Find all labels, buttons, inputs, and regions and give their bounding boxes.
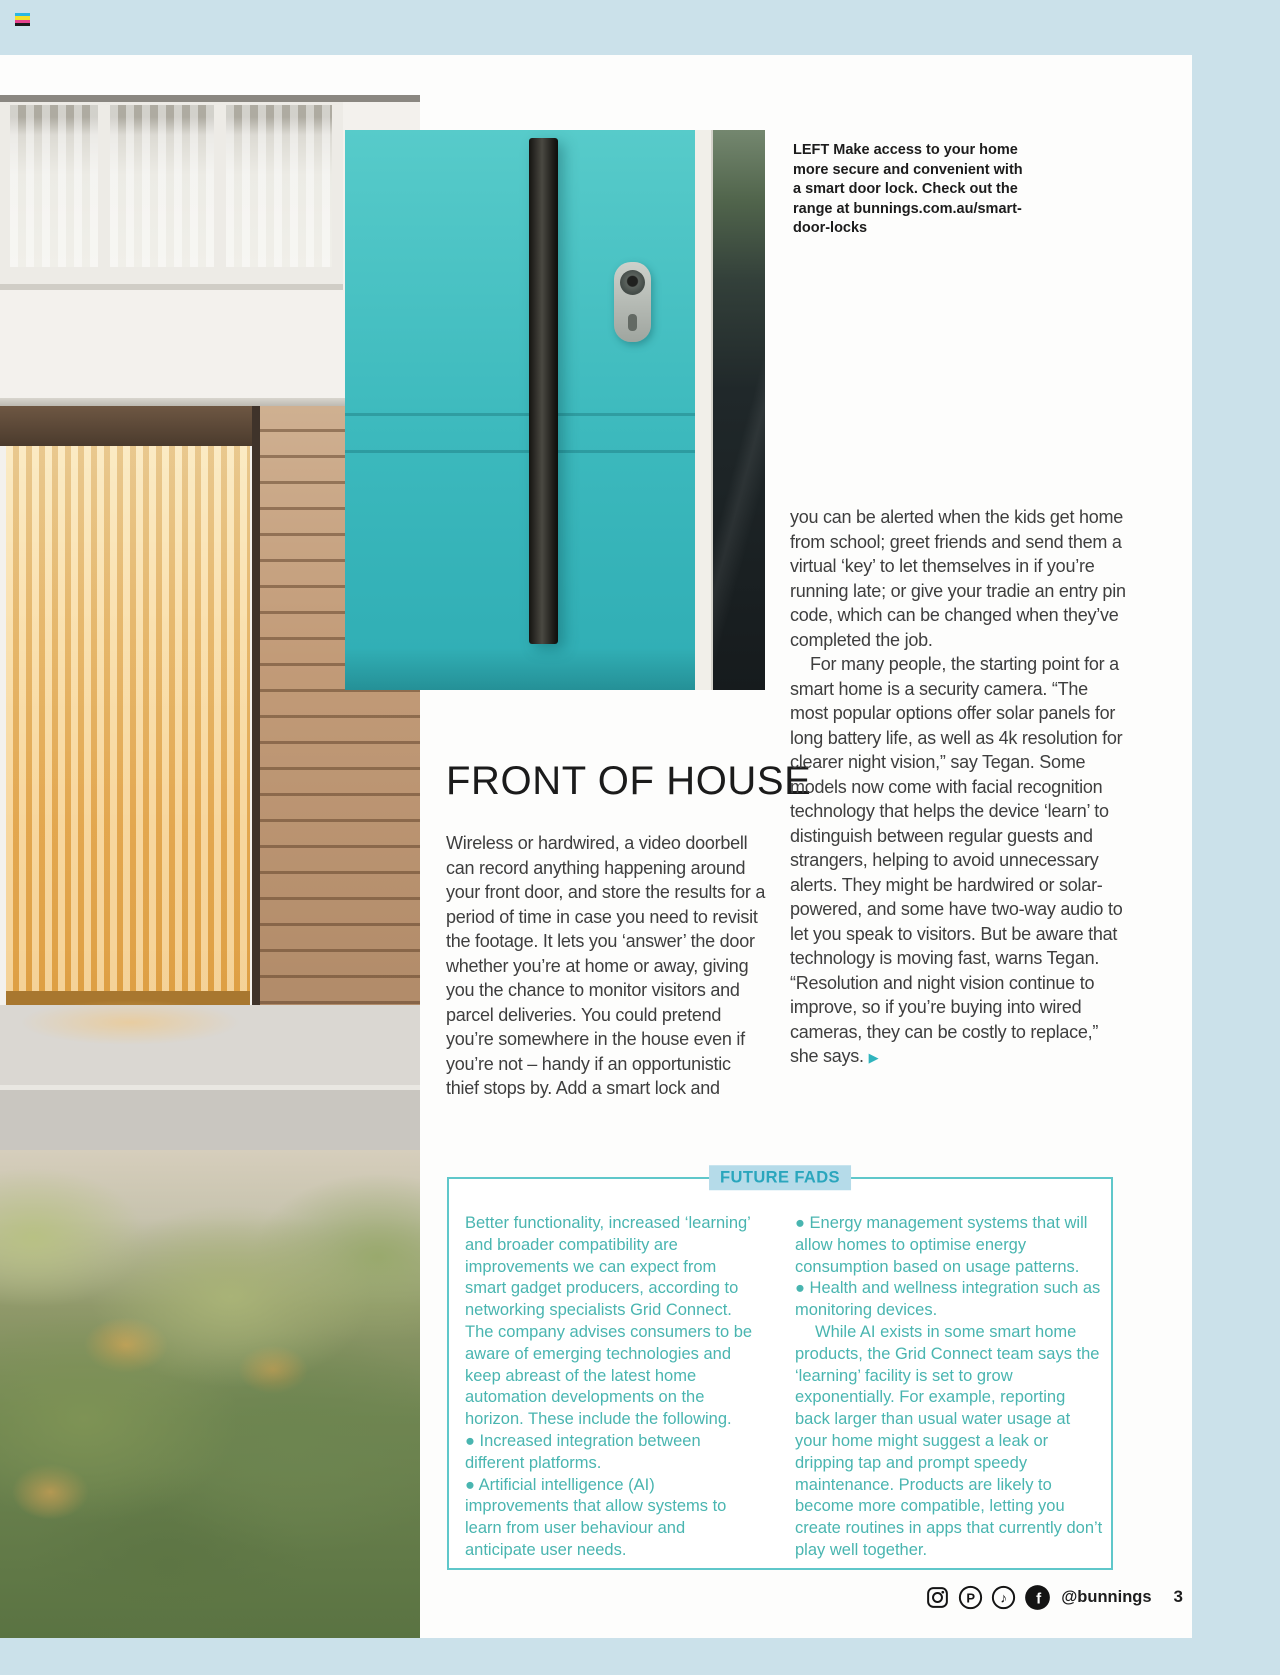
page-number: 3 — [1173, 1587, 1183, 1606]
door-frame — [695, 130, 713, 690]
door-handle — [529, 138, 558, 644]
article-headline: FRONT OF HOUSE — [446, 759, 812, 803]
page-footer — [925, 1583, 1183, 1611]
window-pane — [110, 105, 214, 267]
window-pane — [226, 105, 332, 267]
print-mark-stripe — [15, 23, 30, 26]
instagram-icon[interactable] — [925, 1585, 950, 1610]
article-column-left — [446, 831, 768, 1101]
entry-beam — [0, 406, 258, 446]
fads-bullet: ● Artificial intelligence (AI) improvements that allow systems to learn from user behaviour and anticipate user needs. — [465, 1475, 727, 1559]
future-fads-column-right — [795, 1213, 1103, 1562]
fads-paragraph: While AI exists in some smart home products, the Grid Connect team says the ‘learning’ facility is set to grow exponentially. For example, reporting back larger than usual water usage at your home might suggest a leak or dripping tap and prompt speedy maintenance. Products are likely to become more compatible, letting you create routines in apps that currently don’t play well together. — [795, 1322, 1103, 1559]
article-column-right — [790, 505, 1128, 1071]
body-paragraph — [790, 652, 1128, 1071]
step-face — [0, 1090, 420, 1150]
floor-light-reflection — [20, 1000, 240, 1045]
svg-text:P: P — [966, 1589, 976, 1605]
fads-bullet: ● Energy management systems that will allow homes to optimise energy consumption based on usage patterns. — [795, 1214, 1088, 1276]
future-fads-column-left — [465, 1213, 757, 1562]
page-body — [0, 55, 1192, 1638]
smart-lock-keyhole — [628, 314, 637, 331]
smart-lock-device — [614, 262, 651, 342]
glowing-entry-door — [6, 446, 250, 991]
svg-text:♪: ♪ — [1000, 1590, 1008, 1605]
cladding-gap — [252, 406, 260, 1036]
door-seam — [345, 413, 695, 416]
tiktok-icon[interactable] — [991, 1585, 1016, 1610]
door-bottom-shadow — [345, 648, 695, 690]
fads-bullet: ● Health and wellness integration such as monitoring devices. — [795, 1279, 1101, 1320]
smart-door-lock-photo — [345, 130, 765, 690]
smart-lock-camera — [620, 270, 645, 295]
window-sill — [0, 284, 343, 290]
future-fads-panel — [447, 1168, 1113, 1570]
roofline — [0, 95, 420, 102]
window-pane — [10, 105, 98, 267]
facebook-icon[interactable] — [1024, 1584, 1051, 1611]
print-registration-mark-icon — [15, 13, 30, 26]
pinterest-icon[interactable] — [958, 1585, 983, 1610]
door-seam — [345, 450, 695, 453]
photo-caption: LEFT Make access to your home more secure and convenient with a smart door lock. Check out the range at bunnings.com.au/smart-door-locks — [793, 142, 1023, 236]
social-handle[interactable]: @bunnings — [1061, 1587, 1152, 1606]
teal-door — [345, 130, 695, 690]
svg-text:f: f — [1036, 1589, 1042, 1607]
garden-plants — [0, 1150, 420, 1638]
fads-bullet: ● Increased integration between different platforms. — [465, 1431, 701, 1472]
end-of-article-arrow-icon: ▶ — [868, 1050, 879, 1065]
body-paragraph-text: For many people, the starting point for a smart home is a security camera. “The most popular options offer solar panels for long battery life, as well as 4k resolution for clearer night vision,” say Tegan. Some models now come with facial recognition technology that helps the device ‘learn’ to distinguish between regular guests and strangers, helping to avoid unnecessary alerts. They might be hardwired or solar-powered, and some have two-way audio to let you speak to visitors. But be aware that technology is moving fast, warns Tegan. “Resolution and night vision continue to improve, so if you’re buying into wired cameras, they can be costly to replace,” she says. — [790, 654, 1123, 1066]
body-paragraph: Wireless or hardwired, a video doorbell can record anything happening around your front door, and store the results for a period of time in case you need to revisit the footage. It lets you ‘answer’ the door whether you’re at home or away, giving you the chance to monitor visitors and parcel deliveries. You could pretend you’re somewhere in the house even if you’re not – handy if an opportunistic thief stops by. Add a smart lock and — [446, 833, 766, 1098]
body-paragraph: you can be alerted when the kids get home from school; greet friends and send them a virtual ‘key’ to let themselves in if you’re running late; or give your tradie an entry pin code, which can be changed when they’ve completed the job. — [790, 507, 1126, 650]
future-fads-title-badge: FUTURE FADS — [709, 1165, 851, 1190]
fads-paragraph: Better functionality, increased ‘learning’ and broader compatibility are improvements we can expect from smart gadget producers, according to networking specialists Grid Connect. The company advises consumers to be aware of emerging technologies and keep abreast of the latest home automation developments on the horizon. These include the following. — [465, 1214, 753, 1429]
sidelight-glass — [713, 130, 765, 690]
